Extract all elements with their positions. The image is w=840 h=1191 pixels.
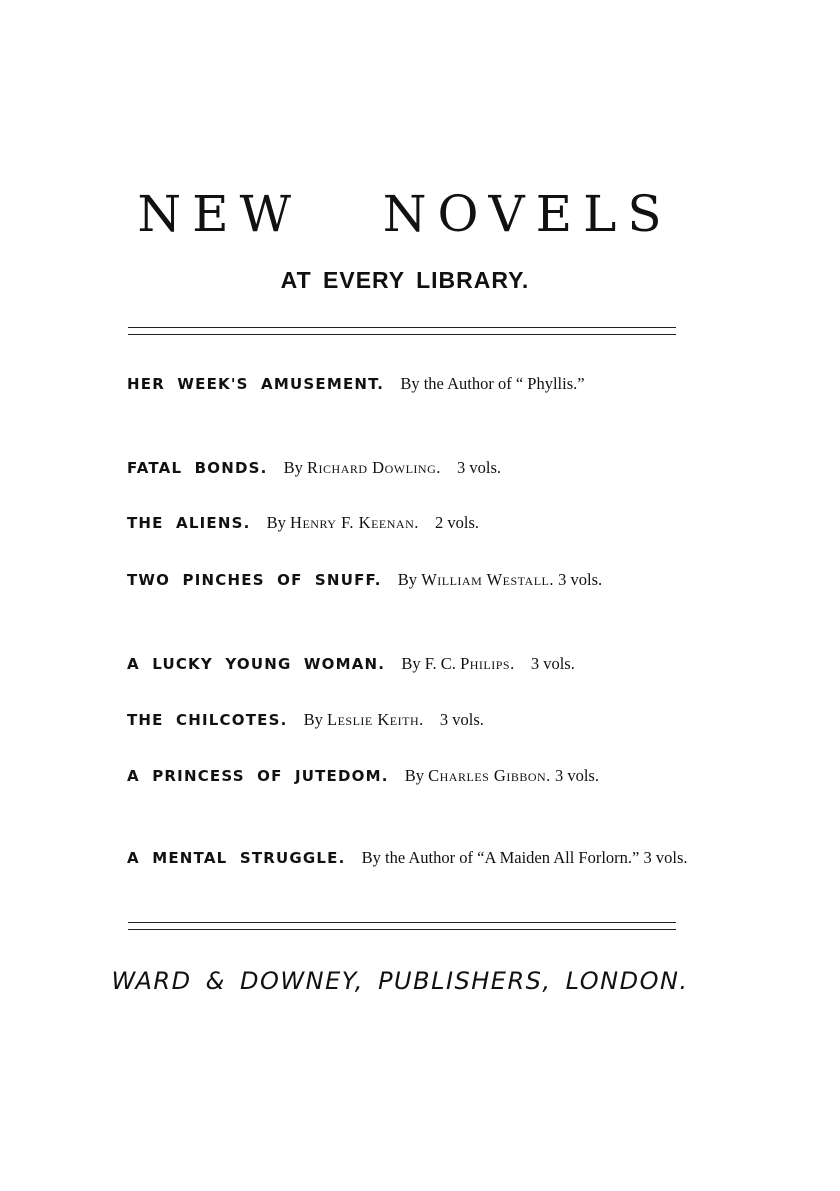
novel-title: A PRINCESS OF JUTEDOM. <box>127 767 389 785</box>
list-item <box>127 510 707 536</box>
novel-byline: By <box>303 710 323 729</box>
novel-author: Philips. <box>460 654 515 673</box>
novel-author: Charles Gibbon. <box>428 766 551 785</box>
novel-title: A MENTAL STRUGGLE. <box>127 849 346 867</box>
list-item <box>127 707 707 733</box>
novel-vols: 3 vols. <box>439 710 484 729</box>
novel-author: William Westall. <box>421 570 554 589</box>
novel-title: TWO PINCHES OF SNUFF. <box>127 571 382 589</box>
list-item <box>127 567 707 593</box>
novel-byline: By F. C. <box>401 654 456 673</box>
list-item <box>127 371 707 397</box>
list-item <box>127 763 707 789</box>
novel-title: THE ALIENS. <box>127 514 251 532</box>
list-item <box>127 845 707 871</box>
publisher-imprint: WARD & DOWNEY, PUBLISHERS, LONDON. <box>111 967 689 995</box>
novel-author: Leslie Keith. <box>327 710 424 729</box>
top-double-rule <box>128 327 676 335</box>
novel-byline: By <box>404 766 424 785</box>
novel-title: A LUCKY YOUNG WOMAN. <box>127 655 386 673</box>
novel-title: HER WEEK'S AMUSEMENT. <box>127 375 385 393</box>
novel-byline: By the Author of <box>400 374 512 393</box>
novel-vols: 3 vols. <box>643 848 688 867</box>
novel-byline: By the Author of “A Maiden All Forlorn.” <box>361 848 640 867</box>
novel-byline: By <box>266 513 286 532</box>
page-subtitle: AT EVERY LIBRARY. <box>280 267 530 293</box>
list-item <box>127 455 707 481</box>
novel-vols: 2 vols. <box>435 513 480 532</box>
novel-vols: 3 vols. <box>457 458 502 477</box>
novel-continuation: “ Phyllis.” <box>515 374 585 393</box>
novel-title: FATAL BONDS. <box>127 459 268 477</box>
bottom-double-rule <box>128 922 676 930</box>
novel-vols: 3 vols. <box>530 654 575 673</box>
novel-vols: 3 vols. <box>558 570 603 589</box>
novel-vols: 3 vols. <box>554 766 599 785</box>
page-title: NEW NOVELS <box>137 185 673 243</box>
novel-title: THE CHILCOTES. <box>127 711 288 729</box>
novel-author: Henry F. Keenan. <box>290 513 419 532</box>
novel-byline: By <box>283 458 303 477</box>
novel-author: Richard Dowling. <box>307 458 441 477</box>
list-item <box>127 651 707 677</box>
novel-byline: By <box>397 570 418 589</box>
